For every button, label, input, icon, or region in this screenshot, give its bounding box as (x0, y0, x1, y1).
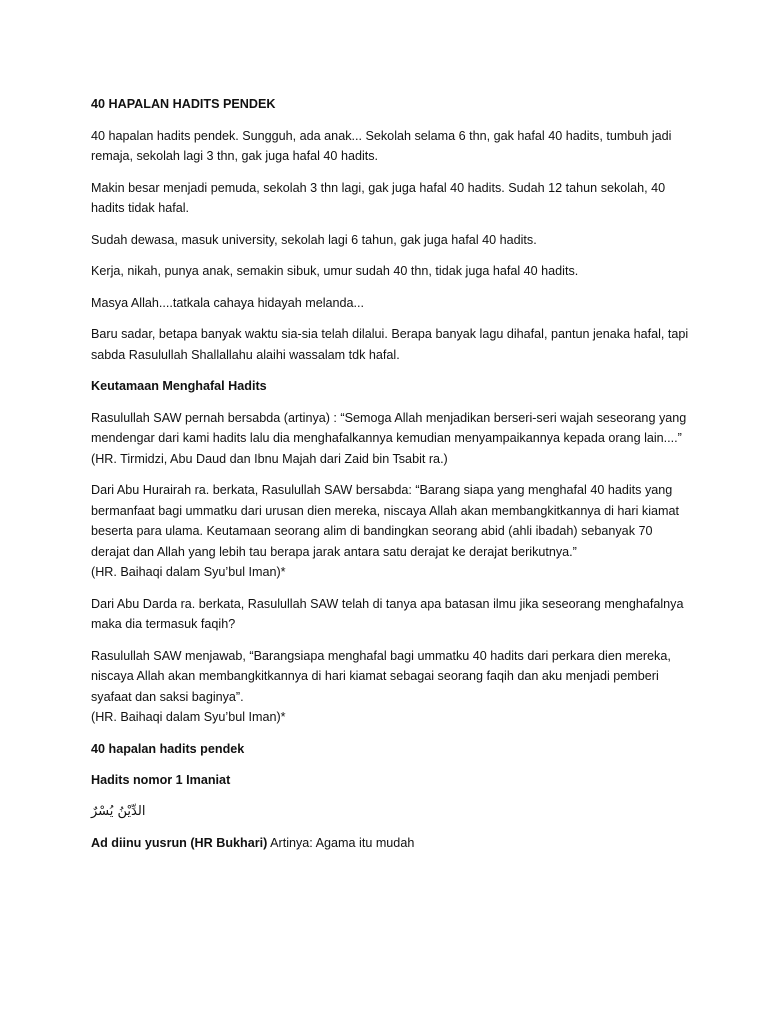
hadith-translation (91, 833, 691, 854)
paragraph: Kerja, nikah, punya anak, semakin sibuk, umur sudah 40 thn, tidak juga hafal 40 hadits. (91, 264, 579, 278)
paragraph: Sudah dewasa, masuk university, sekolah lagi 6 tahun, gak juga hafal 40 hadits. (91, 232, 537, 247)
hadith-meaning: Artinya: Agama itu mudah (267, 836, 415, 850)
hadith-source: (HR. Tirmidzi, Abu Daud dan Ibnu Majah dari Zaid bin Tsabit ra.) (91, 451, 448, 466)
section-heading: Keutamaan Menghafal Hadits (91, 379, 267, 393)
hadith-quote (91, 646, 691, 728)
hadith-quote (91, 408, 691, 470)
paragraph: 40 hapalan hadits pendek. Sungguh, ada anak... Sekolah selama 6 thn, gak hafal 40 hadits, tumbuh jadi remaja, sekolah lagi 3 thn, gak juga hafal 40 hadits. (91, 128, 672, 163)
arabic-text: الدِّيْنُ يُسْرٌ (91, 803, 146, 819)
paragraph: Masya Allah....tatkala cahaya hidayah melanda... (91, 295, 365, 310)
hadith-source: (HR. Baihaqi dalam Syu’bul Iman)* (91, 565, 286, 579)
hadith-quote (91, 480, 691, 583)
hadith-text: Dari Abu Hurairah ra. berkata, Rasulullah SAW bersabda: “Barang siapa yang menghafal 40 hadits yang bermanfaat bagi ummatku dari urusan dien mereka, niscaya Allah akan membangkitkannya di hari kiamat beserta para ulama. Keutamaan seorang alim di bandingkan seorang abid (ahli ibadah) sebanyak 70 derajat dan Allah yang lebih tau berapa jarak antara satu derajat ke derajat berikutnya.” (91, 483, 680, 559)
document-title: 40 HAPALAN HADITS PENDEK (91, 97, 276, 111)
document-page (91, 94, 691, 865)
hadith-text: Rasulullah SAW pernah bersabda (artinya) : “Semoga Allah menjadikan berseri-seri wajah seseorang yang mendengar dari kami hadits lalu dia menghafalkannya kemudian menyampaikannya kepada orang lain....” (91, 410, 687, 445)
paragraph: Baru sadar, betapa banyak waktu sia-sia telah dilalui. Berapa banyak lagu dihafal, pantun jenaka hafal, tapi sabda Rasulullah Shallallahu alaihi wassalam tdk hafal. (91, 327, 689, 362)
hadith-transliteration: Ad diinu yusrun (HR Bukhari) (91, 836, 268, 850)
hadith-text: Rasulullah SAW menjawab, “Barangsiapa menghafal bagi ummatku 40 hadits dari perkara dien mereka, niscaya Allah akan membangkitkannya di hari kiamat sebagai seorang faqih dan aku menjadi pemberi syafaat dan saksi baginya”. (91, 648, 671, 704)
hadith-source: (HR. Baihaqi dalam Syu’bul Iman)* (91, 710, 286, 724)
paragraph: Makin besar menjadi pemuda, sekolah 3 thn lagi, gak juga hafal 40 hadits. Sudah 12 tahun sekolah, 40 hadits tidak hafal. (91, 180, 666, 215)
paragraph: Dari Abu Darda ra. berkata, Rasulullah SAW telah di tanya apa batasan ilmu jika seseorang menghafalnya maka dia termasuk faqih? (91, 596, 684, 631)
hadith-number-heading: Hadits nomor 1 Imaniat (91, 773, 231, 787)
section-heading: 40 hapalan hadits pendek (91, 741, 245, 756)
